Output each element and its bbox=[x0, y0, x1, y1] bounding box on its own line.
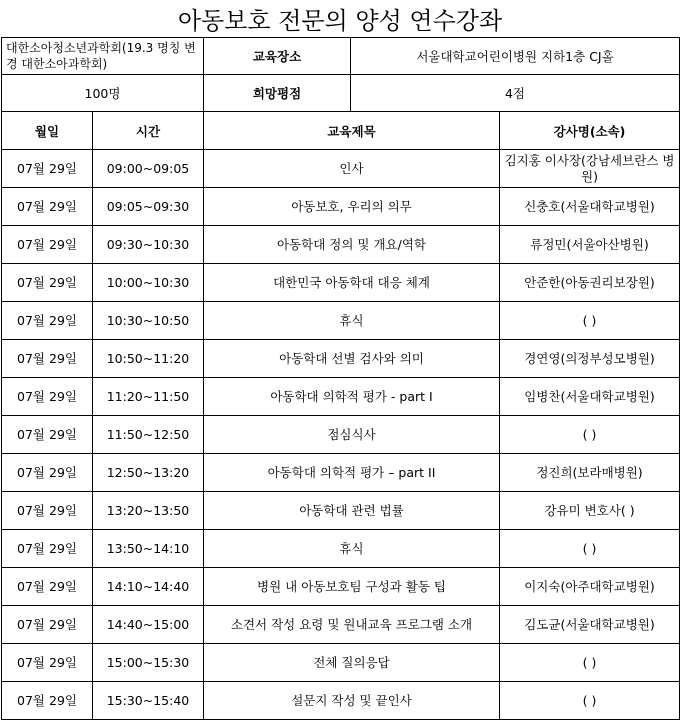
speaker-cell: 류정민(서울아산병원) bbox=[500, 226, 680, 264]
speaker-cell: 이지숙(아주대학교병원) bbox=[500, 568, 680, 606]
schedule-header-row bbox=[2, 112, 680, 150]
speaker-cell: 경연영(의정부성모병원) bbox=[500, 340, 680, 378]
topic-cell: 인사 bbox=[204, 150, 500, 188]
header-date: 월일 bbox=[2, 112, 93, 150]
topic-cell: 소견서 작성 요령 및 원내교육 프로그램 소개 bbox=[204, 606, 500, 644]
organizer-cell bbox=[2, 38, 204, 75]
table-row bbox=[2, 226, 680, 264]
time-cell: 11:50~12:50 bbox=[93, 416, 204, 454]
speaker-cell: ( ) bbox=[500, 644, 680, 682]
time-cell: 10:50~11:20 bbox=[93, 340, 204, 378]
topic-cell: 전체 질의응답 bbox=[204, 644, 500, 682]
time-cell: 14:10~14:40 bbox=[93, 568, 204, 606]
table-row bbox=[2, 150, 680, 188]
time-cell: 09:05~09:30 bbox=[93, 188, 204, 226]
time-cell: 09:30~10:30 bbox=[93, 226, 204, 264]
course-info-table bbox=[1, 37, 680, 112]
document-title: 아동보호 전문의 양성 연수강좌 bbox=[177, 7, 503, 35]
schedule-body bbox=[2, 150, 680, 720]
speaker-cell: 김지홍 이사장(강남세브란스 병원) bbox=[500, 150, 680, 188]
header-time: 시간 bbox=[93, 112, 204, 150]
table-row bbox=[2, 682, 680, 720]
date-cell: 07월 29일 bbox=[2, 568, 93, 606]
topic-cell: 아동학대 관련 법률 bbox=[204, 492, 500, 530]
credit-label: 희망평점 bbox=[204, 75, 351, 112]
speaker-cell: 안준한(아동권리보장원) bbox=[500, 264, 680, 302]
speaker-cell: 강유미 변호사( ) bbox=[500, 492, 680, 530]
date-cell: 07월 29일 bbox=[2, 226, 93, 264]
date-cell: 07월 29일 bbox=[2, 416, 93, 454]
time-cell: 09:00~09:05 bbox=[93, 150, 204, 188]
date-cell: 07월 29일 bbox=[2, 302, 93, 340]
date-cell: 07월 29일 bbox=[2, 644, 93, 682]
header-speaker: 강사명(소속) bbox=[500, 112, 680, 150]
table-row bbox=[2, 530, 680, 568]
date-cell: 07월 29일 bbox=[2, 606, 93, 644]
topic-cell: 아동보호, 우리의 의무 bbox=[204, 188, 500, 226]
table-row bbox=[2, 340, 680, 378]
topic-cell: 아동학대 정의 및 개요/역학 bbox=[204, 226, 500, 264]
topic-cell: 아동학대 선별 검사와 의미 bbox=[204, 340, 500, 378]
date-cell: 07월 29일 bbox=[2, 492, 93, 530]
speaker-cell: 임병찬(서울대학교병원) bbox=[500, 378, 680, 416]
table-row bbox=[2, 492, 680, 530]
organizer-text: 대한소아청소년과학회(19.3 명칭 변경 대한소아과학회) bbox=[6, 41, 196, 71]
date-cell: 07월 29일 bbox=[2, 682, 93, 720]
speaker-cell: 김도균(서울대학교병원) bbox=[500, 606, 680, 644]
date-cell: 07월 29일 bbox=[2, 530, 93, 568]
date-cell: 07월 29일 bbox=[2, 340, 93, 378]
table-row bbox=[2, 454, 680, 492]
time-cell: 13:20~13:50 bbox=[93, 492, 204, 530]
venue-value: 서울대학교어린이병원 지하1층 CJ홀 bbox=[351, 38, 680, 75]
time-cell: 11:20~11:50 bbox=[93, 378, 204, 416]
time-cell: 14:40~15:00 bbox=[93, 606, 204, 644]
time-cell: 15:00~15:30 bbox=[93, 644, 204, 682]
speaker-cell: ( ) bbox=[500, 416, 680, 454]
time-cell: 13:50~14:10 bbox=[93, 530, 204, 568]
date-cell: 07월 29일 bbox=[2, 454, 93, 492]
topic-cell: 아동학대 의학적 평가 – part II bbox=[204, 454, 500, 492]
capacity-value: 100명 bbox=[2, 75, 204, 112]
topic-cell: 점심식사 bbox=[204, 416, 500, 454]
date-cell: 07월 29일 bbox=[2, 188, 93, 226]
table-row bbox=[2, 416, 680, 454]
speaker-cell: ( ) bbox=[500, 682, 680, 720]
speaker-cell: 신충호(서울대학교병원) bbox=[500, 188, 680, 226]
venue-label: 교육장소 bbox=[204, 38, 351, 75]
schedule-table bbox=[1, 111, 680, 720]
speaker-cell: ( ) bbox=[500, 530, 680, 568]
topic-cell: 대한민국 아동학대 대응 체계 bbox=[204, 264, 500, 302]
credit-value: 4점 bbox=[351, 75, 680, 112]
time-cell: 10:30~10:50 bbox=[93, 302, 204, 340]
table-row bbox=[2, 568, 680, 606]
date-cell: 07월 29일 bbox=[2, 150, 93, 188]
speaker-cell: 정진희(보라매병원) bbox=[500, 454, 680, 492]
speaker-cell: ( ) bbox=[500, 302, 680, 340]
topic-cell: 설문지 작성 및 끝인사 bbox=[204, 682, 500, 720]
table-row bbox=[2, 378, 680, 416]
topic-cell: 휴식 bbox=[204, 302, 500, 340]
header-topic: 교육제목 bbox=[204, 112, 500, 150]
table-row bbox=[2, 302, 680, 340]
table-row bbox=[2, 606, 680, 644]
info-row-organizer bbox=[2, 38, 680, 75]
time-cell: 12:50~13:20 bbox=[93, 454, 204, 492]
time-cell: 10:00~10:30 bbox=[93, 264, 204, 302]
date-cell: 07월 29일 bbox=[2, 264, 93, 302]
topic-cell: 휴식 bbox=[204, 530, 500, 568]
time-cell: 15:30~15:40 bbox=[93, 682, 204, 720]
table-row bbox=[2, 188, 680, 226]
table-row bbox=[2, 644, 680, 682]
date-cell: 07월 29일 bbox=[2, 378, 93, 416]
table-row bbox=[2, 264, 680, 302]
topic-cell: 아동학대 의학적 평가 - part I bbox=[204, 378, 500, 416]
info-row-capacity bbox=[2, 75, 680, 112]
topic-cell: 병원 내 아동보호팀 구성과 활동 팁 bbox=[204, 568, 500, 606]
